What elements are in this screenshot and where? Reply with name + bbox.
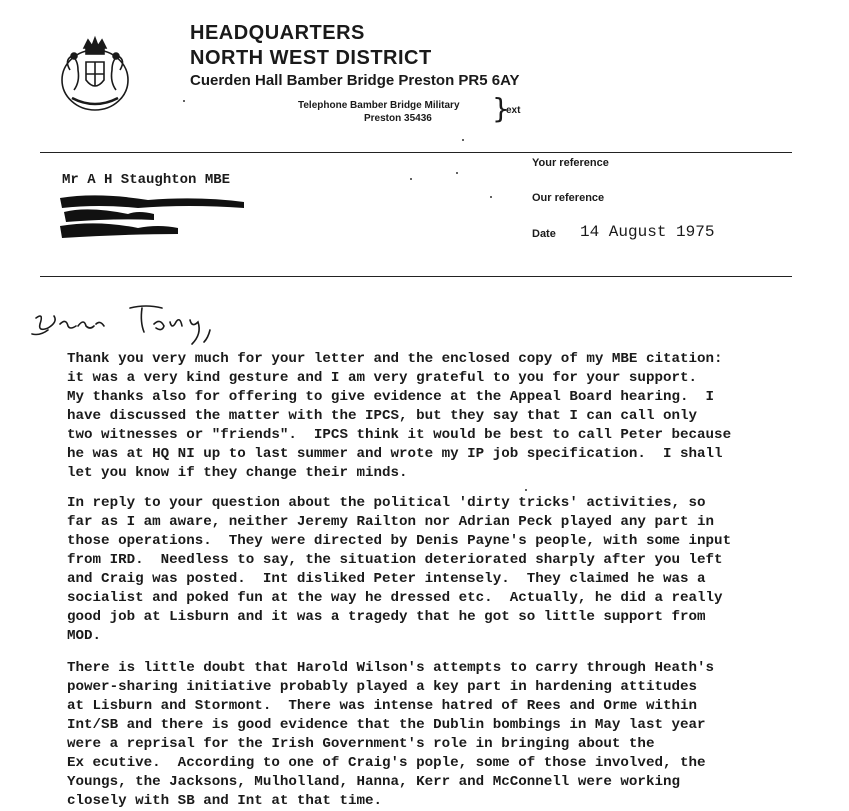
addressee: Mr A H Staughton MBE (62, 172, 231, 188)
paragraph-line: from IRD. Needless to say, the situation deteriorated sharply after you left (67, 552, 723, 568)
paragraph-line: good job at Lisburn and it was a tragedy that he got so little support from (67, 609, 706, 625)
paragraph-line: Youngs, the Jacksons, Mulholland, Hanna, Kerr and McConnell were working (67, 774, 680, 790)
letterhead-address: Cuerden Hall Bamber Bridge Preston PR5 6AY (190, 72, 520, 89)
telephone-block (298, 99, 460, 125)
paper-speck (525, 489, 527, 491)
paragraph-line: Int/SB and there is good evidence that the Dublin bombings in May last year (67, 717, 706, 733)
paragraph-line: it was a very kind gesture and I am very grateful to you for your support. (67, 370, 698, 386)
paragraph-line: let you know if they change their minds. (67, 465, 408, 481)
paragraph-1 (67, 350, 827, 483)
royal-crest-icon (50, 30, 140, 120)
paragraph-line: have discussed the matter with the IPCS, but they say that I can call only (67, 408, 698, 424)
divider-top (40, 152, 792, 153)
paper-speck (456, 172, 458, 174)
paragraph-line: were a reprisal for the Irish Government's role in bringing about the (67, 736, 655, 752)
paragraph-line: In reply to your question about the political 'dirty tricks' activities, so (67, 495, 706, 511)
paragraph-line: Thank you very much for your letter and the enclosed copy of my MBE citation: (67, 351, 723, 367)
paragraph-line: power-sharing initiative probably played a key part in hardening attitudes (67, 679, 698, 695)
handwritten-salutation (30, 298, 230, 348)
paragraph-line: two witnesses or "friends". IPCS think it would be best to call Peter because (67, 427, 732, 443)
paper-speck (462, 139, 464, 141)
paragraph-line: those operations. They were directed by Denis Payne's people, with some input (67, 533, 732, 549)
redaction-mark (58, 192, 248, 242)
paper-speck (183, 100, 185, 102)
letterhead-district: NORTH WEST DISTRICT (190, 47, 432, 69)
divider-bottom (40, 276, 792, 277)
paragraph-2 (67, 494, 827, 646)
paper-speck (490, 196, 492, 198)
telephone-line-2: Preston 35436 (364, 113, 432, 124)
paragraph-3 (67, 659, 827, 811)
your-reference-label: Your reference (532, 157, 609, 169)
paragraph-line: Ex ecutive. According to one of Craig's pople, some of those involved, the (67, 755, 706, 771)
our-reference-label: Our reference (532, 192, 605, 204)
paragraph-line: far as I am aware, neither Jeremy Railton nor Adrian Peck played any part in (67, 514, 715, 530)
letterhead-title: HEADQUARTERS (190, 22, 365, 44)
date-value: 14 August 1975 (580, 223, 715, 241)
date-label: Date (532, 228, 556, 240)
paragraph-line: There is little doubt that Harold Wilson's attempts to carry through Heath's (67, 660, 715, 676)
paragraph-line: My thanks also for offering to give evidence at the Appeal Board hearing. I (67, 389, 715, 405)
brace-icon: } (492, 92, 510, 125)
paragraph-line: closely with SB and Int at that time. (67, 793, 383, 809)
paragraph-line: MOD. (67, 628, 102, 644)
telephone-ext: ext (506, 105, 521, 116)
telephone-line-1: Telephone Bamber Bridge Military (298, 100, 460, 111)
paragraph-line: socialist and poked fun at the way he dressed etc. Actually, he did a really (67, 590, 723, 606)
paragraph-line: and Craig was posted. Int disliked Peter intensely. They claimed he was a (67, 571, 706, 587)
paragraph-line: at Lisburn and Stormont. There was intense hatred of Rees and Orme within (67, 698, 698, 714)
paper-speck (410, 178, 412, 180)
paragraph-line: he was at HQ NI up to last summer and wrote my IP job specification. I shall (67, 446, 723, 462)
